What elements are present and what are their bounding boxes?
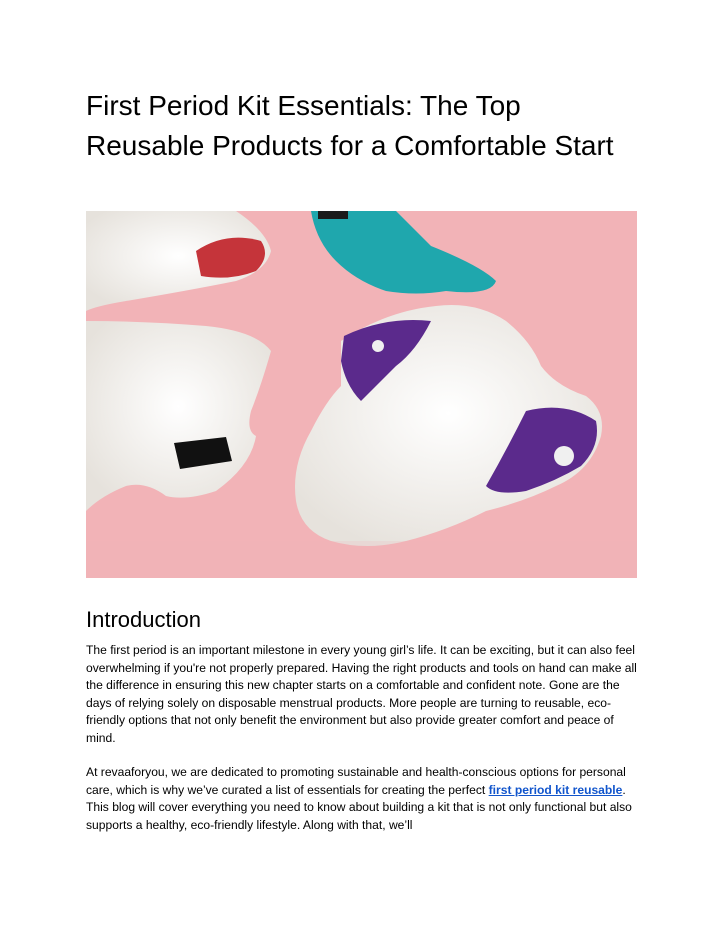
paragraph-text: At revaaforyou, we are dedicated to promoting sustainable and health-conscious options for personal care, which is why we’ve curated a list of essentials for creating the perfect xyxy=(86,765,626,797)
snap-button xyxy=(554,446,574,466)
page-title: First Period Kit Essentials: The Top Reusable Products for a Comfortable Start xyxy=(86,90,614,161)
hero-image xyxy=(86,211,637,578)
paragraph-text: . This blog will cover everything you need to know about building a kit that is not only functional but also supports a healthy, eco-friendly lifestyle. Along with that, we’ll xyxy=(86,782,632,832)
snap-tab xyxy=(318,211,348,219)
reusable-pads-photo xyxy=(86,211,637,578)
first-period-kit-link[interactable]: first period kit reusable xyxy=(488,782,623,797)
intro-paragraph-2 xyxy=(86,764,642,834)
snap-button xyxy=(372,340,384,352)
section-heading-introduction: Introduction xyxy=(86,607,201,632)
intro-paragraph: The first period is an important milestone in every young girl’s life. It can be exciting, but it can also feel overwhelming if you're not properly prepared. Having the right products and tools on hand can make all the difference in ensuring this new chapter starts on a comfortable and confident note. Gone are the days of relying solely on disposable menstrual products. More people are turning to reusable, eco-friendly options that not only benefit the environment but also provide greater comfort and peace of mind. xyxy=(86,643,637,745)
